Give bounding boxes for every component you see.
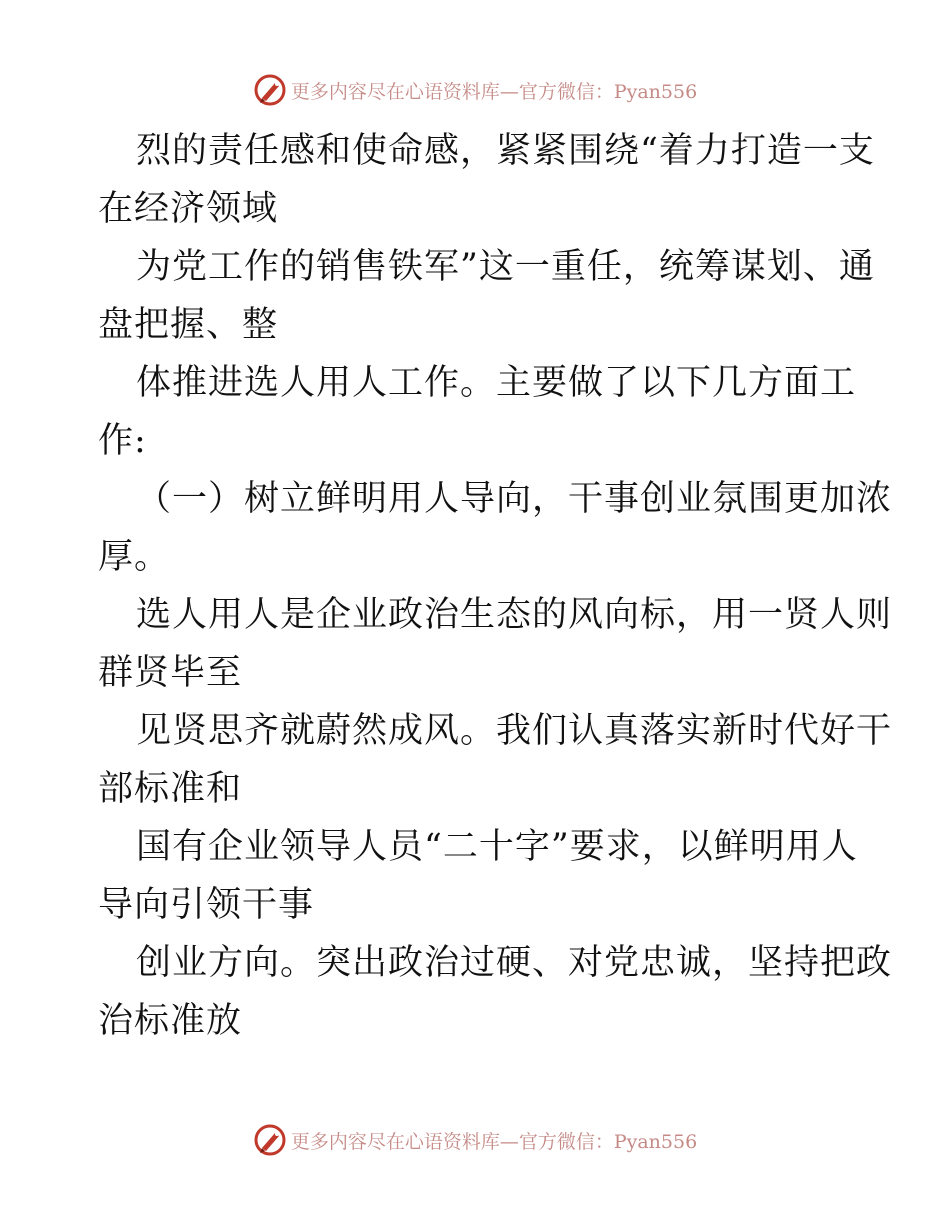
footer-banner-text: 更多内容尽在心语资料库—官方微信：Pyan556 [290,1130,698,1153]
text-line: 烈的责任感和使命感，紧紧围绕“着力打造一支 [136,131,875,171]
text-line: 在经济领域 [98,189,279,229]
text-line: 体推进选人用人工作。主要做了以下几方面工 [136,363,857,403]
text-line: 作: [98,421,147,461]
footer-banner [0,1120,950,1160]
text-line: 盘把握、整 [98,305,279,345]
text-line: 创业方向。突出政治过硬、对党忠诚，坚持把政 [136,943,893,983]
text-line: 导向引领干事 [98,885,315,925]
text-line: 部标准和 [98,769,243,809]
text-line: 见贤思齐就蔚然成风。我们认真落实新时代好干 [136,711,893,751]
document-body [98,122,893,1050]
text-line: 治标准放 [98,1001,243,1041]
text-line: 为党工作的销售铁军”这一重任，统筹谋划、通 [136,247,875,287]
text-line: 国有企业领导人员“二十字”要求，以鲜明用人 [136,827,858,867]
text-line: （一）树立鲜明用人导向，干事创业氛围更加浓 [136,479,893,519]
header-banner [0,70,950,110]
text-line: 选人用人是企业政治生态的风向标，用一贤人则 [136,595,893,635]
text-line: 群贤毕至 [98,653,243,693]
pen-logo-icon [253,1123,287,1157]
pen-logo-icon [253,73,287,107]
text-line: 厚。 [98,537,171,577]
header-banner-text: 更多内容尽在心语资料库—官方微信：Pyan556 [290,80,698,103]
